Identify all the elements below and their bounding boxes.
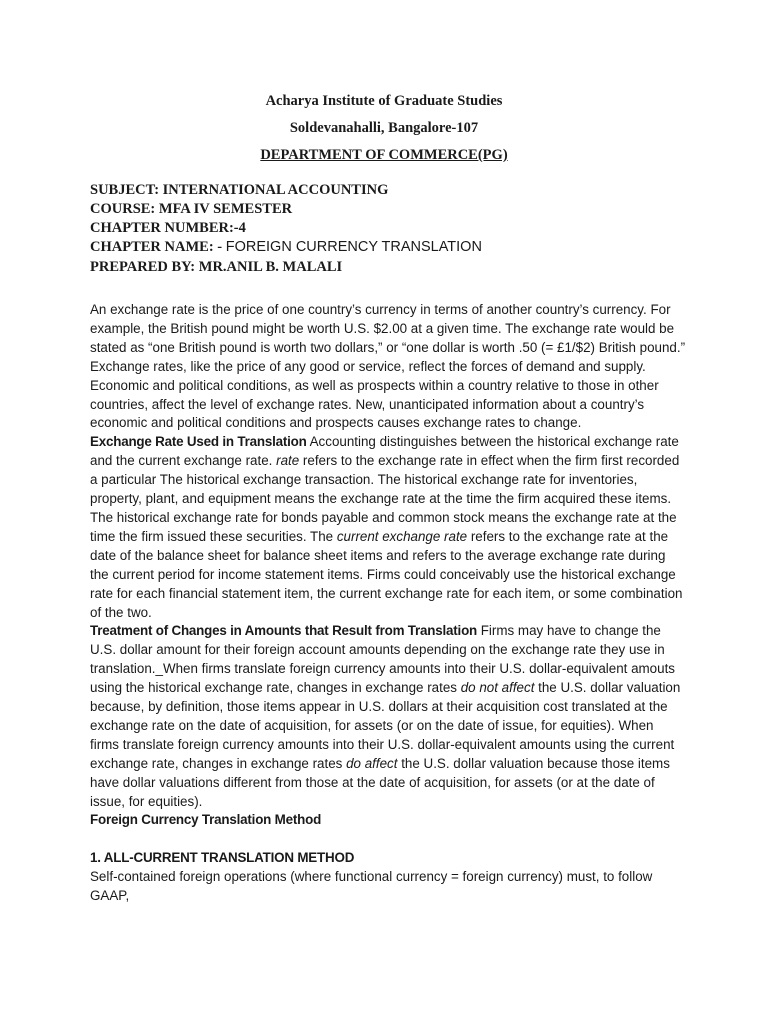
exchange-rate-italic-2: current exchange rate xyxy=(336,528,468,544)
all-current-method-heading: 1. ALL-CURRENT TRANSLATION METHOD xyxy=(90,850,355,866)
chapter-number-line: CHAPTER NUMBER:-4 xyxy=(90,220,246,236)
treatment-paragraph xyxy=(90,622,686,811)
prepared-by-line: PREPARED BY: MR.ANIL B. MALALI xyxy=(90,259,343,275)
institute-name: Acharya Institute of Graduate Studies xyxy=(265,93,503,109)
exchange-rate-text-2: refers to the exchange rate in effect when the firm first recorded a particular The historical exchange transaction. The historical exchange rate for inventories, property, plant, and equipment means the exchange rate at the time the firm acquired these items. The historical exchange rate for bonds payable and common stock means the exchange rate at the time the firm issued these securities. The xyxy=(90,453,680,544)
exchange-rate-italic-1: rate xyxy=(276,453,300,469)
subject-line: SUBJECT: INTERNATIONAL ACCOUNTING xyxy=(90,182,389,198)
treatment-italic-2: do affect xyxy=(346,755,398,771)
treatment-italic-1: do not affect xyxy=(460,680,535,696)
intro-paragraph: An exchange rate is the price of one country’s currency in terms of another country’s currency. For example, the British pound might be worth U.S. $2.00 at a given time. The exchange rate would be stated as “one British pound is worth two dollars,” or “one dollar is worth .50 (= £1/$2) British pound.” Exchange rates, like the price of any good or service, reflect the forces of demand and supply. Economic and political conditions, as well as prospects within a country relative to those in other countries, affect the level of exchange rates. New, unanticipated information about a country’s economic and political conditions and prospects causes exchange rates to change. xyxy=(90,302,686,431)
exchange-rate-heading: Exchange Rate Used in Translation xyxy=(90,434,307,450)
department-title-text: DEPARTMENT OF COMMERCE(PG) xyxy=(260,147,508,163)
document-body xyxy=(90,301,686,906)
chapter-name-value: FOREIGN CURRENCY TRANSLATION xyxy=(225,239,482,255)
all-current-method-text: Self-contained foreign operations (where functional currency = foreign currency) must, to follow GAAP, xyxy=(90,869,653,904)
treatment-text-1: Firms may have to change the U.S. dollar amount for their foreign account amounts depending on the exchange rate they use in translation._When firms translate foreign currency amounts into their U.S. dollar-equivalent amouts using the historical exchange rate, changes in exchange rates xyxy=(90,623,675,696)
chapter-name-label: CHAPTER NAME: - xyxy=(90,239,226,255)
department-title xyxy=(0,147,768,164)
chapter-name-line xyxy=(90,239,690,255)
exchange-rate-paragraph xyxy=(90,433,686,622)
blank-line xyxy=(90,830,686,849)
course-line: COURSE: MFA IV SEMESTER xyxy=(90,201,293,217)
exchange-rate-text-3: refers to the exchange rate at the date of the balance sheet for balance sheet items and refers to the average exchange rate during the current period for income statement items. Firms could conceivably use the historical exchange rate for each financial statement item, the current exchange rate for each item, or some combination of the two. xyxy=(90,528,683,620)
translation-method-heading: Foreign Currency Translation Method xyxy=(90,812,322,828)
treatment-heading: Treatment of Changes in Amounts that Result from Translation xyxy=(90,623,478,639)
treatment-text-2: the U.S. dollar valuation because, by definition, those items appear in U.S. dollars at their acquisition cost translated at the exchange rate on the date of acquisition, for assets (or on the date of issue, for equities). When firms translate foreign currency amounts into their U.S. dollar-equivalent amounts using the current exchange rate, changes in exchange rates xyxy=(90,680,681,771)
treatment-text-3: the U.S. dollar valuation because those items have dollar valuations different from those at the date of acquisition, for assets (or at the date of issue, for equities). xyxy=(90,755,670,809)
exchange-rate-text-1: Accounting distinguishes between the historical exchange rate and the current exchange rate. xyxy=(90,434,679,469)
institute-address: Soldevanahalli, Bangalore-107 xyxy=(289,120,479,136)
